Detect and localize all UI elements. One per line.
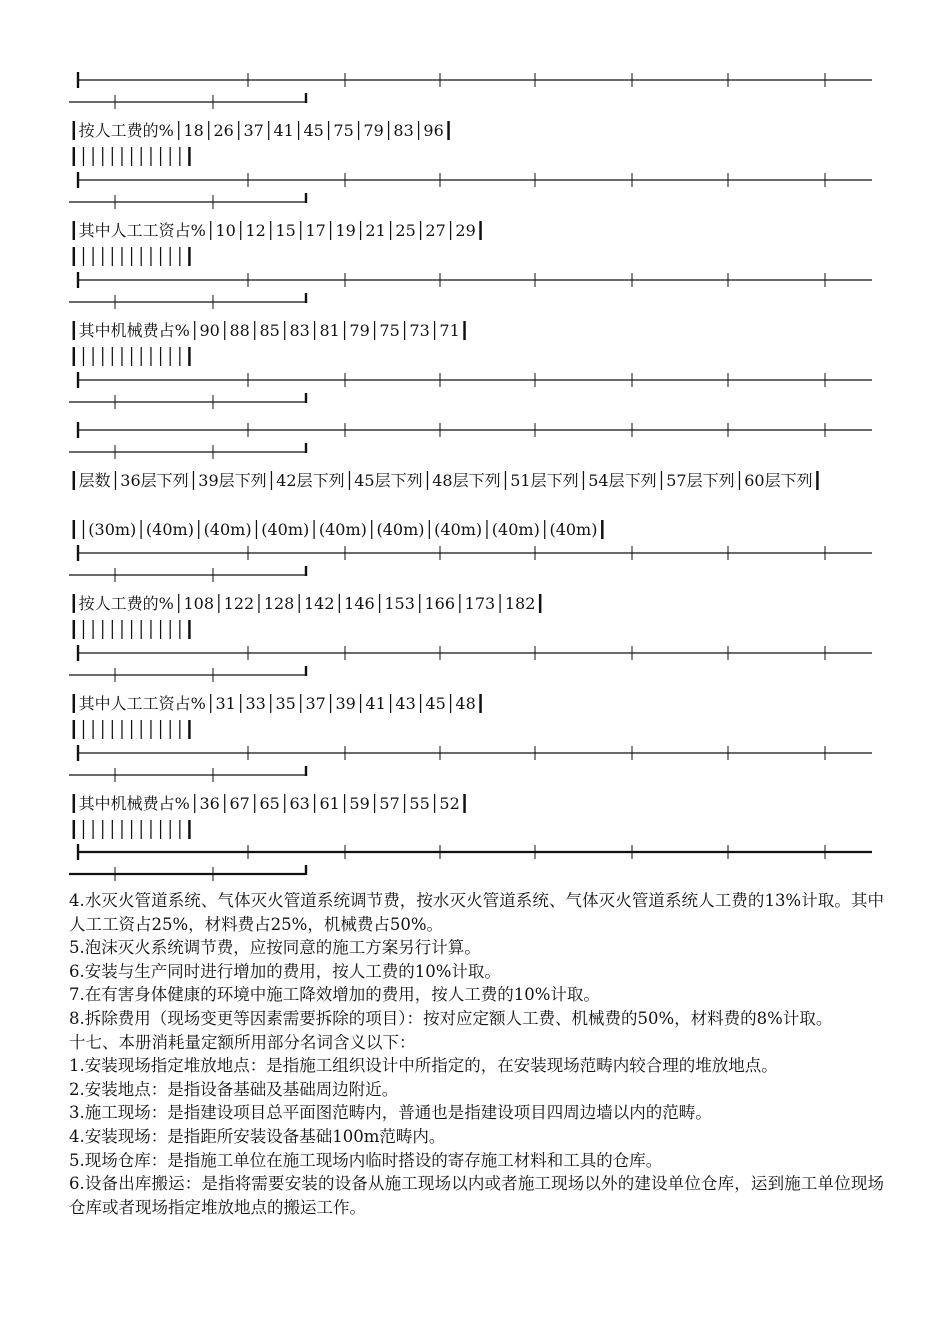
table-bottom-rule (0, 832, 950, 882)
paragraph: 6.安装与生产同时进行增加的费用，按人工费的10%计取。 (69, 961, 501, 981)
paragraph: 2.安装地点：是指设备基础及基础周边附近。 (69, 1079, 399, 1099)
table-row-empty: ┃│││││││││││┃ (69, 720, 195, 739)
table-row-percent-labor: ┃按人工费的%│18│26│37│41│45│75│79│83│96┃ (69, 121, 454, 140)
paragraph: 8.拆除费用（现场变更等因素需要拆除的项目）：按对应定额人工费、机械费的50%，材料费的8%计取。 (69, 1008, 833, 1028)
paragraph: 4.水灭火管道系统、气体灭火管道系统调节费，按水灭火管道系统、气体灭火管道系统人工费的13%计取。其中人工工资占25%，材料费占25%，机械费占50%。 (69, 891, 884, 934)
table-row-wage-share: ┃其中人工工资占%│31│33│35│37│39│41│43│45│48┃ (69, 694, 486, 713)
table-row-empty: ┃│││││││││││┃ (69, 820, 195, 839)
table-rule (0, 533, 950, 583)
paragraph: 4.安装现场：是指距所安装设备基础100m范畴内。 (69, 1126, 446, 1146)
table-row-floors: ┃层数│36层下列│39层下列│42层下列│45层下列│48层下列│51层下列│54层下列│57层下列│60层下列┃ (69, 471, 823, 490)
table-row-machine-share: ┃其中机械费占%│36│67│65│63│61│59│57│55│52┃ (69, 794, 470, 813)
table-row-empty: ┃│││││││││││┃ (69, 247, 195, 266)
table-rule (0, 60, 950, 110)
paragraph: 7.在有害身体健康的环境中施工降效增加的费用，按人工费的10%计取。 (69, 985, 600, 1005)
table-rule (0, 160, 950, 210)
table-rule (0, 360, 950, 410)
paragraph: 5.泡沫灭火系统调节费，应按同意的施工方案另行计算。 (69, 938, 481, 958)
table-rule (0, 410, 950, 460)
paragraph: 1.安装现场指定堆放地点：是指施工组织设计中所指定的，在安装现场范畴内较合理的堆放地点。 (69, 1056, 778, 1076)
section-heading: 十七、本册消耗量定额所用部分名词含义以下： (69, 1032, 416, 1052)
paragraph: 3.施工现场：是指建设项目总平面图范畴内，普通也是指建设项目四周边墙以内的范畴。 (69, 1103, 712, 1123)
table-row-empty: ┃│││││││││││┃ (69, 347, 195, 366)
table-row-empty: ┃│││││││││││┃ (69, 147, 195, 166)
table-rule (0, 260, 950, 310)
table-row-heights: ┃│(30m)│(40m)│(40m)│(40m)│(40m)│(40m)│(40m)│(40m)│(40m)┃ (69, 520, 608, 539)
table-row-wage-share: ┃其中人工工资占%│10│12│15│17│19│21│25│27│29┃ (69, 221, 486, 240)
notes-section (69, 889, 884, 1219)
table-rule (0, 633, 950, 683)
paragraph: 6.设备出库搬运：是指将需要安装的设备从施工现场以内或者施工现场以外的建设单位仓库，运到施工单位现场仓库或者现场指定堆放地点的搬运工作。 (69, 1174, 884, 1217)
table-row-machine-share: ┃其中机械费占%│90│88│85│83│81│79│75│73│71┃ (69, 321, 470, 340)
table-rule (0, 733, 950, 783)
table-row-empty: ┃│││││││││││┃ (69, 620, 195, 639)
paragraph: 5.现场仓库：是指施工单位在施工现场内临时搭设的寄存施工材料和工具的仓库。 (69, 1150, 663, 1170)
table-row-percent-labor: ┃按人工费的%│108│122│128│142│146│153│166│173│182┃ (69, 594, 546, 613)
